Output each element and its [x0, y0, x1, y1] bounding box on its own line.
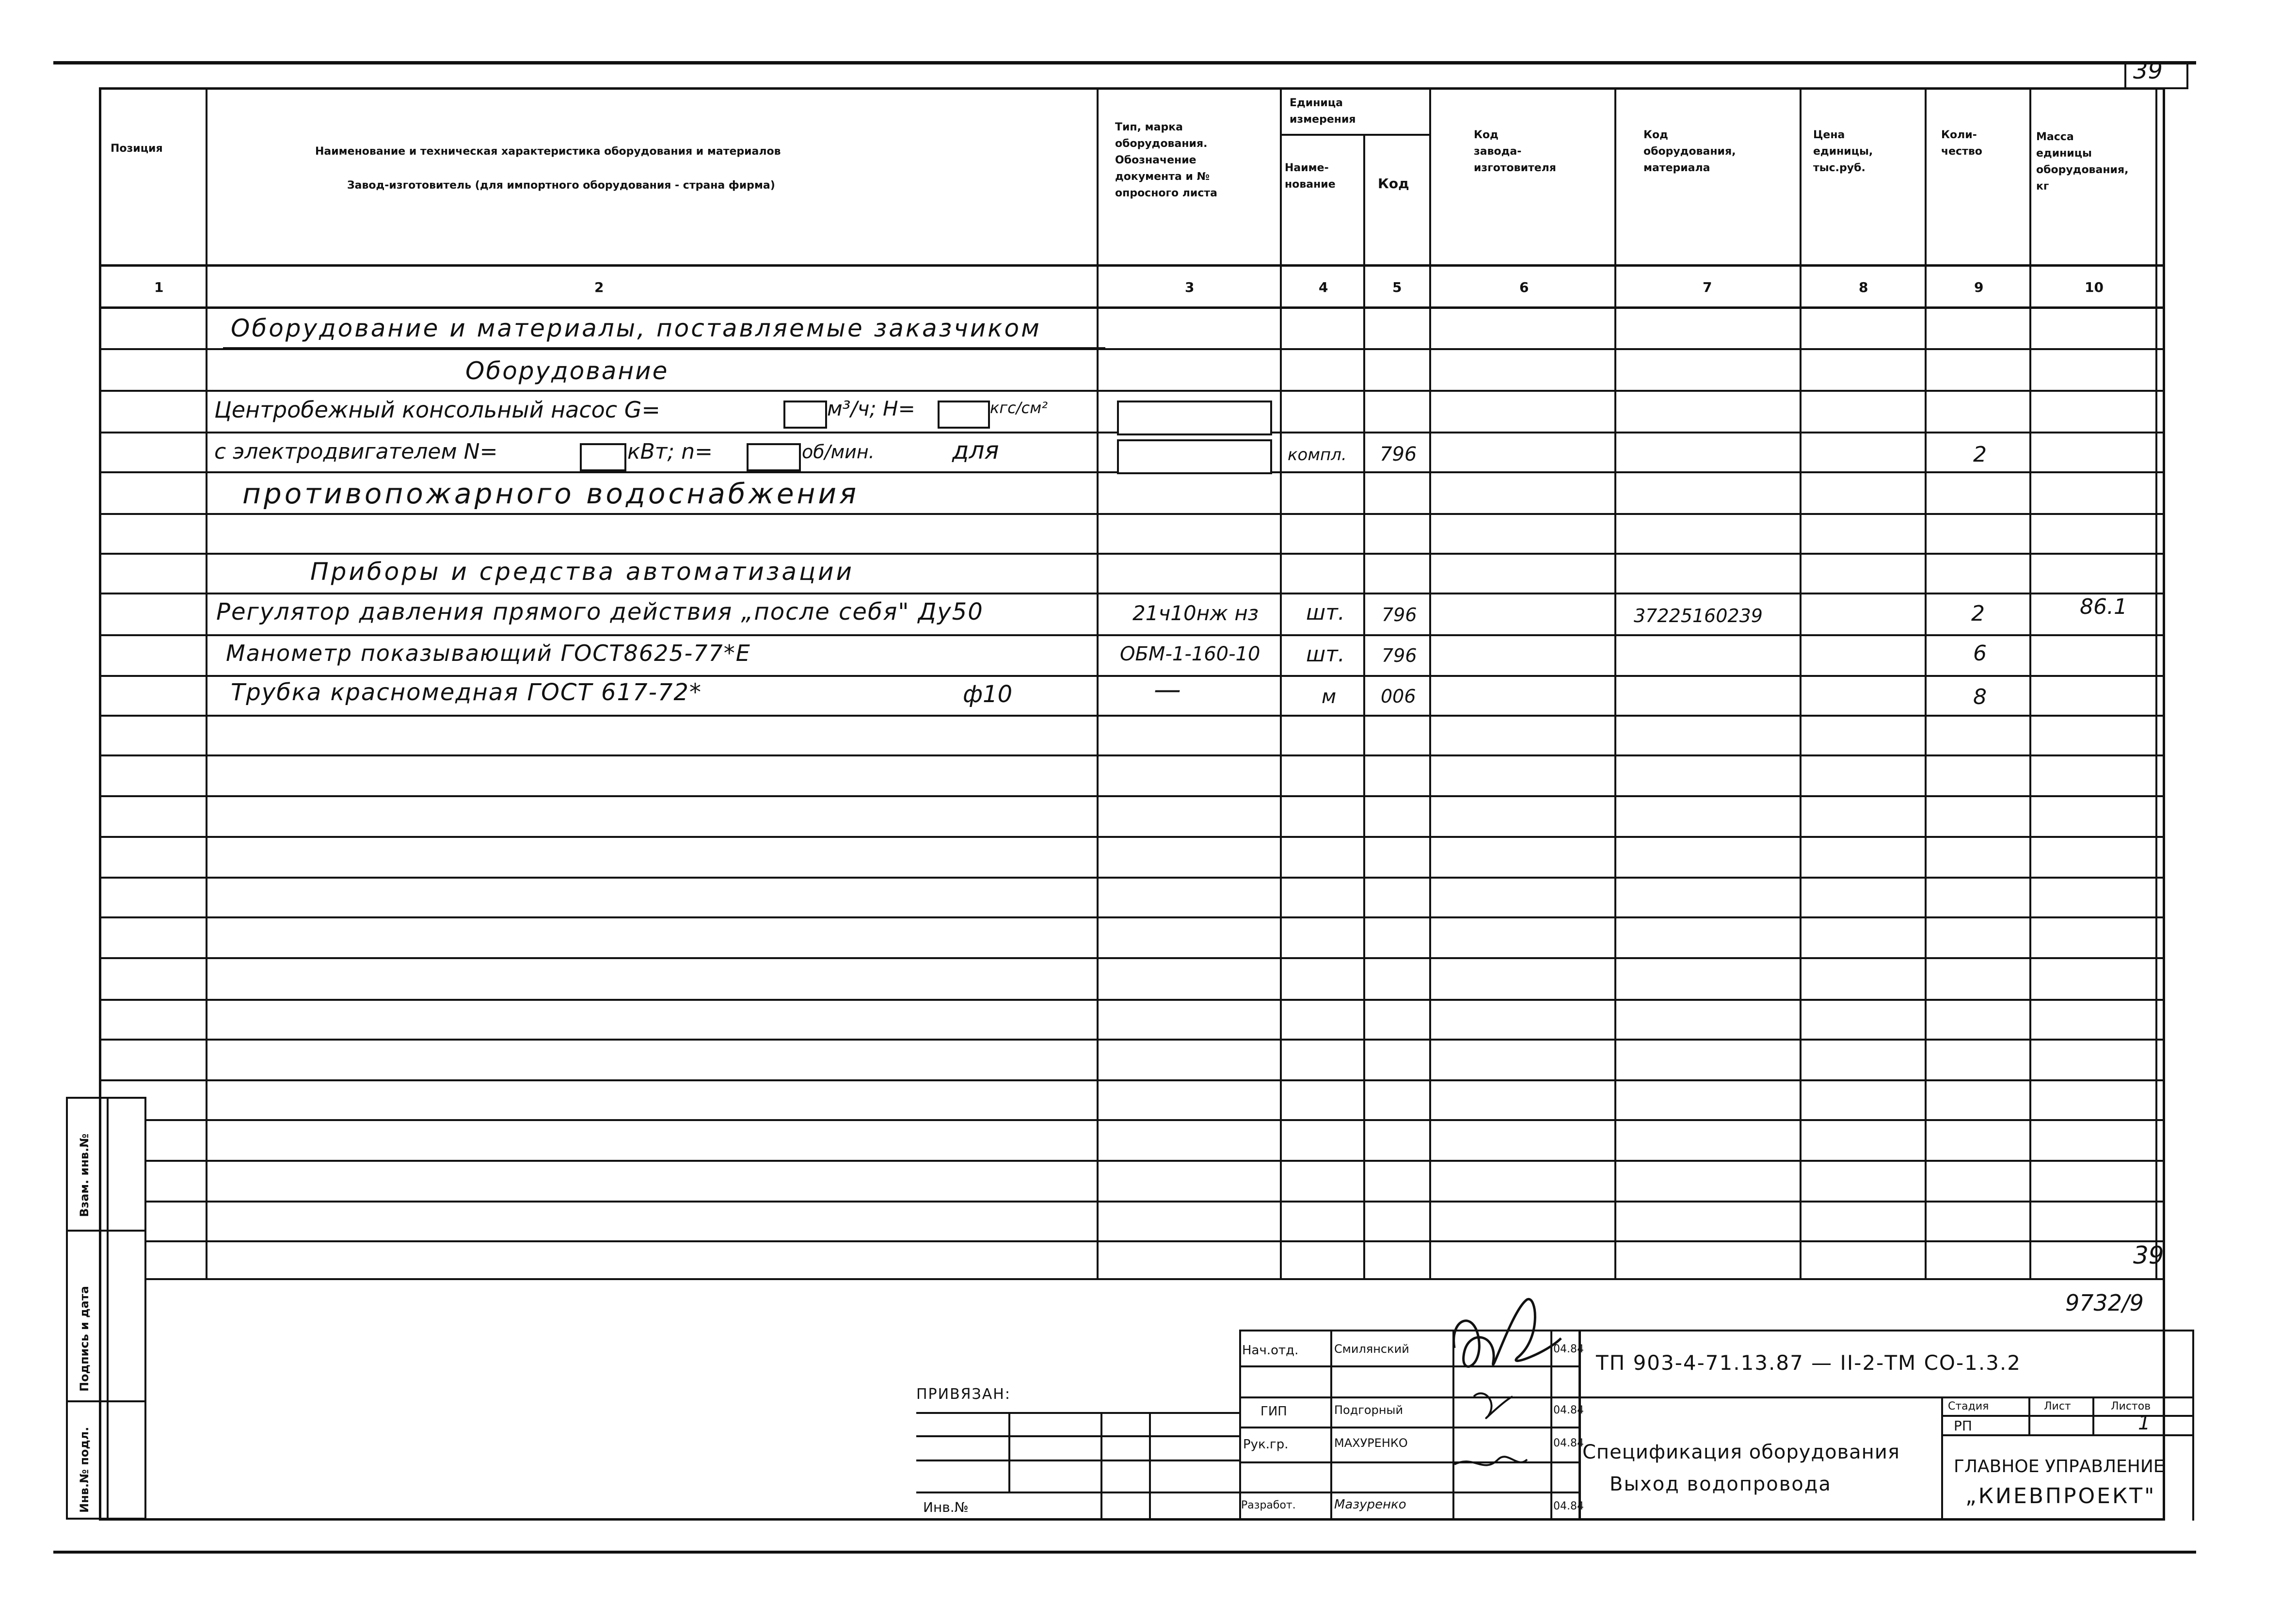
stage-label: Стадия — [1948, 1400, 1989, 1412]
colnum-6: 6 — [1519, 279, 1529, 295]
row-line — [99, 999, 2165, 1001]
col6-title: Код завода- изготовителя — [1474, 129, 1556, 174]
name-1: Смилянский — [1334, 1342, 1409, 1356]
col2-title-line2: Завод-изготовитель (для импортного оборудования - страна фирма) — [347, 179, 775, 192]
col-line-5 — [1429, 87, 1431, 1280]
tube-unit: м — [1322, 686, 1337, 708]
row-motor-part3: об/мин. — [802, 441, 875, 463]
sheets-label: Листов — [2111, 1400, 2151, 1412]
org-line-1: ГЛАВНОЕ УПРАВЛЕНИЕ — [1954, 1457, 2165, 1476]
row-line — [99, 1079, 2165, 1081]
col9-title: Коли- чество — [1941, 129, 1982, 158]
manometer-qty: 6 — [1973, 641, 1987, 666]
tube-diam: ф10 — [963, 681, 1013, 708]
signature-scribble — [1445, 1280, 1571, 1503]
row-regulator-name: Регулятор давления прямого действия „после себя" Ду50 — [216, 598, 984, 626]
designation-row-line — [1578, 1396, 2194, 1398]
col-line-8 — [1925, 87, 1927, 1280]
pump-type-box — [1117, 401, 1272, 435]
priv-line-top — [916, 1412, 1239, 1414]
col2-title-line1: Наименование и техническая характеристика оборудования и материалов — [315, 145, 781, 158]
col1-title: Позиция — [111, 143, 163, 155]
row-line — [99, 513, 2165, 515]
row-line — [99, 553, 2165, 555]
colnum-7: 7 — [1703, 279, 1712, 295]
section-underline — [223, 347, 1105, 349]
row-line — [99, 1039, 2165, 1041]
margin-vzam-label: Взам. инв.№ — [78, 1133, 91, 1217]
col8-title: Цена единицы, тыс.руб. — [1813, 129, 1873, 174]
inv-no-label: Инв.№ — [923, 1499, 969, 1515]
tube-type: — — [1154, 674, 1181, 706]
col-line-4 — [1363, 134, 1365, 1280]
col4-title: Наиме- нование — [1285, 162, 1336, 191]
priv-vline-1 — [1008, 1412, 1010, 1492]
col-line-3 — [1280, 87, 1282, 1280]
regulator-type: 21ч10нж нз — [1132, 601, 1259, 625]
role-3: Рук.гр. — [1243, 1437, 1289, 1452]
col3-title: Тип, марка оборудования. Обозначение документа и № опросного листа — [1115, 121, 1217, 199]
row-line — [99, 754, 2165, 756]
role-1: Нач.отд. — [1242, 1343, 1299, 1358]
row-motor-part1: с электродвигателем N= — [214, 439, 498, 464]
colnum-8: 8 — [1859, 279, 1868, 295]
margin-row-2 — [66, 1400, 146, 1402]
stage-row-line-1 — [1941, 1415, 2194, 1417]
priv-line-1 — [916, 1435, 1239, 1437]
colnum-1: 1 — [154, 279, 164, 295]
date-3: 04.84 — [1553, 1437, 1584, 1449]
pump-g-box — [783, 401, 827, 429]
row-motor-part4: для — [952, 436, 999, 465]
table-sheet-number: 39 — [2133, 1241, 2164, 1269]
regulator-qty: 2 — [1971, 601, 1985, 626]
unit-group-line — [1280, 134, 1431, 136]
motor-n-box — [580, 443, 626, 471]
date-1: 04.84 — [1553, 1343, 1584, 1355]
row-line — [99, 836, 2165, 838]
regulator-mass: 86.1 — [2080, 594, 2127, 619]
tube-qty: 8 — [1973, 685, 1987, 709]
motor-rpm-box — [747, 443, 801, 471]
col10-title: Масса единицы оборудования, кг — [2036, 131, 2129, 192]
corner-number: 39 — [2133, 57, 2163, 84]
colnum-9: 9 — [1974, 279, 1984, 295]
org-line-2: „КИЕВПРОЕКТ" — [1965, 1484, 2156, 1508]
role-2: ГИП — [1260, 1404, 1287, 1419]
stage-row-line-2 — [1941, 1434, 2194, 1436]
stage-col-2 — [2092, 1396, 2094, 1435]
colnum-2: 2 — [594, 279, 604, 295]
row-section-customer: Оборудование и материалы, поставляемые заказчиком — [231, 314, 1041, 342]
name-3: МАХУРЕНКО — [1334, 1436, 1408, 1450]
col7-title: Код оборудования, материала — [1643, 129, 1736, 174]
spec-table-frame — [99, 87, 2165, 1521]
col5-title: Код — [1378, 176, 1409, 192]
margin-col-line — [107, 1097, 109, 1520]
col-line-9 — [2029, 87, 2031, 1280]
header-divider — [99, 264, 2165, 267]
row-line — [99, 675, 2165, 677]
row-line — [99, 390, 2165, 392]
name-2: Подгорный — [1334, 1403, 1403, 1417]
margin-podpis-label: Подпись и дата — [78, 1286, 91, 1392]
margin-row-1 — [66, 1230, 146, 1232]
priv-line-2 — [916, 1460, 1239, 1461]
row-manometer-name: Манометр показывающий ГОСТ8625-77*Е — [226, 640, 751, 666]
doc-title-1: Спецификация оборудования — [1582, 1441, 1900, 1463]
row-pump-part2: м³/ч; H= — [827, 397, 915, 420]
row-line — [99, 795, 2165, 797]
bottom-rule — [53, 1551, 2196, 1554]
role-4: Разработ. — [1241, 1499, 1296, 1511]
col-line-7 — [1800, 87, 1802, 1280]
row-line — [145, 1119, 2165, 1121]
name-4: Мазуренко — [1334, 1497, 1406, 1512]
manometer-unit-code: 796 — [1382, 645, 1417, 666]
col-line-2 — [1097, 87, 1099, 1280]
date-4: 04.84 — [1553, 1500, 1584, 1512]
colnum-10: 10 — [2085, 279, 2104, 295]
unit-group-title: Единица измерения — [1290, 97, 1356, 126]
colnum-divider — [99, 306, 2165, 309]
motor-type-box — [1117, 439, 1272, 474]
row-subsection-equipment: Оборудование — [465, 357, 669, 385]
priv-vline-3 — [1149, 1412, 1151, 1521]
table-bottom-line — [145, 1278, 2165, 1280]
row-line — [99, 877, 2165, 879]
motor-unit-code: 796 — [1380, 443, 1417, 465]
row-line — [145, 1201, 2165, 1203]
row-fire-water: противопожарного водоснабжения — [242, 477, 860, 510]
doc-registry: 9732/9 — [2065, 1290, 2144, 1316]
col-line-10 — [2155, 87, 2157, 1280]
regulator-equip-code: 37225160239 — [1634, 605, 1763, 626]
colnum-4: 4 — [1319, 279, 1328, 295]
tube-unit-code: 006 — [1381, 686, 1416, 707]
row-pump-part1: Центробежный консольный насос G= — [214, 397, 660, 423]
privyazan-label: ПРИВЯЗАН: — [916, 1386, 1011, 1403]
doc-title-2: Выход водопровода — [1610, 1473, 1832, 1495]
stage-col-1 — [2028, 1396, 2030, 1435]
row-line — [99, 715, 2165, 717]
row-line — [99, 957, 2165, 959]
row-line — [99, 634, 2165, 636]
row-line — [99, 593, 2165, 594]
row-line — [145, 1240, 2165, 1242]
row-motor-part2: кВт; n= — [627, 439, 713, 464]
date-2: 04.84 — [1553, 1404, 1584, 1416]
row-subsection-automation: Приборы и средства автоматизации — [310, 558, 854, 586]
pump-h-box — [938, 401, 990, 429]
priv-line-3 — [916, 1492, 1239, 1493]
motor-unit: компл. — [1288, 445, 1347, 465]
priv-vline-2 — [1100, 1412, 1102, 1521]
motor-qty: 2 — [1973, 442, 1987, 467]
colnum-5: 5 — [1392, 279, 1402, 295]
top-rule — [53, 61, 2196, 64]
row-pump-part3: кгс/см² — [990, 399, 1048, 417]
col-line-6 — [1614, 87, 1616, 1280]
row-tube-name: Трубка красномедная ГОСТ 617-72* — [231, 679, 702, 706]
regulator-unit: шт. — [1306, 600, 1345, 625]
row-line — [99, 916, 2165, 918]
row-line — [145, 1160, 2165, 1162]
regulator-unit-code: 796 — [1382, 604, 1417, 626]
designation: ТП 903-4-71.13.87 — II-2-ТМ СО-1.3.2 — [1596, 1351, 2021, 1375]
col-line-1 — [206, 87, 207, 1280]
manometer-unit: шт. — [1306, 642, 1345, 667]
margin-inv-label: Инв.№ подл. — [78, 1427, 91, 1513]
colnum-3: 3 — [1185, 279, 1195, 295]
sheets-value: 1 — [2138, 1412, 2151, 1434]
stage-value: РП — [1954, 1418, 1972, 1434]
manometer-type: ОБМ-1-160-10 — [1120, 643, 1260, 665]
sheet-label: Лист — [2044, 1400, 2071, 1412]
